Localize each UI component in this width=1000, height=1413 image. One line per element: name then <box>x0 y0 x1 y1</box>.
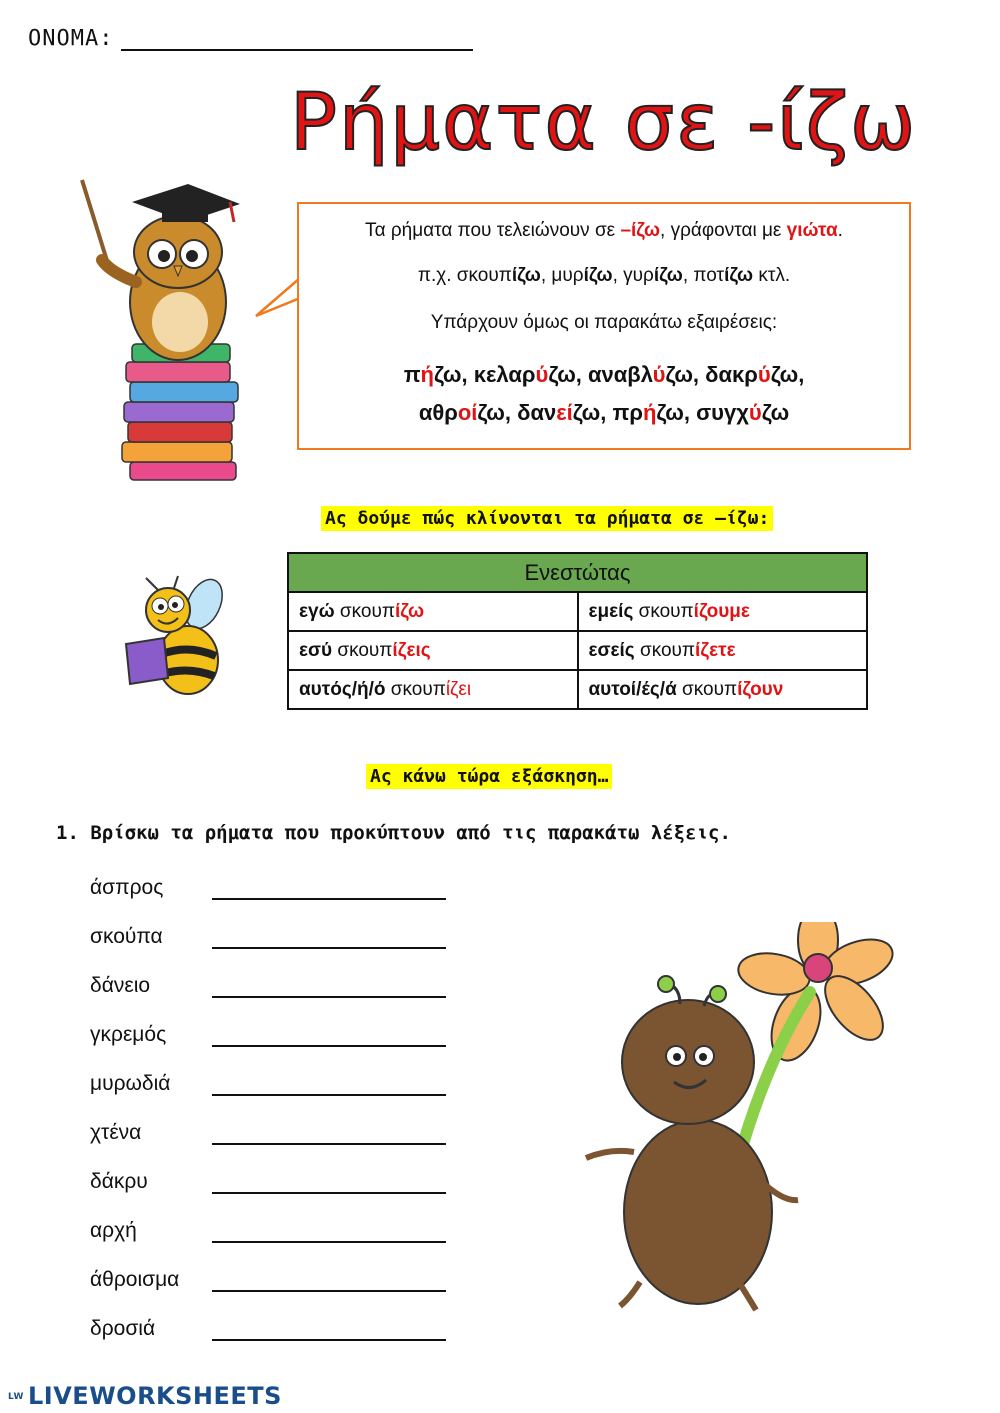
table-row <box>288 631 867 670</box>
rule-letter: γιώτα <box>786 220 838 241</box>
ant-flower-illustration <box>580 922 940 1314</box>
verb-stem: σκουπ <box>676 678 738 700</box>
example-ending: ίζω <box>583 265 613 286</box>
verb-stem: σκουπ <box>332 639 393 661</box>
exception-word: πρ <box>612 400 643 425</box>
pronoun: αυτός/ή/ό <box>299 678 386 700</box>
answer-blank[interactable] <box>212 1288 446 1292</box>
exception-word: αθρ <box>418 400 458 425</box>
exceptions-intro: Υπάρχουν όμως οι παρακάτω εξαιρέσεις: <box>430 312 778 333</box>
table-cell <box>288 592 578 631</box>
answer-blank[interactable] <box>212 1337 446 1341</box>
pronoun: αυτοί/ές/ά <box>588 678 677 700</box>
exercise-title: 1. Βρίσκω τα ρήματα που προκύπτουν από τις παρακάτω λέξεις. <box>56 822 731 844</box>
list-item-word: δάνειο <box>90 974 151 997</box>
rule-ending: –ίζω <box>620 220 661 241</box>
exception-word: ζω, <box>433 362 474 387</box>
verb-ending: ίζουμε <box>693 600 750 622</box>
verb-ending: ίζει <box>445 678 472 700</box>
exception-word: π <box>403 362 421 387</box>
answer-blank[interactable] <box>212 896 446 900</box>
exception-vowel: ή <box>420 362 434 387</box>
table-cell <box>578 631 868 670</box>
exception-word: ζω, <box>665 362 706 387</box>
name-blank[interactable] <box>121 27 473 51</box>
page-title: Ρήματα σε -ίζω <box>290 78 918 168</box>
exception-word: κελαρ <box>473 362 536 387</box>
speech-bubble-tail <box>254 276 302 326</box>
bee-reading-illustration <box>118 574 230 704</box>
answer-blank[interactable] <box>212 1239 446 1243</box>
exception-word: ζω, <box>548 362 589 387</box>
verb-ending: ίζεις <box>392 639 431 661</box>
example-ending: ίζω <box>724 265 754 286</box>
table-cell <box>578 670 868 709</box>
answer-blank[interactable] <box>212 1043 446 1047</box>
exceptions-row-1 <box>299 362 909 388</box>
exception-word: ζω, <box>770 362 805 387</box>
verb-stem: σκουπ <box>633 600 694 622</box>
table-row <box>288 670 867 709</box>
verb-ending: ίζετε <box>695 639 736 661</box>
name-field <box>28 26 473 51</box>
answer-blank[interactable] <box>212 945 446 949</box>
table-cell <box>578 592 868 631</box>
rule-text: . <box>837 220 843 241</box>
list-item-word: σκούπα <box>90 925 163 948</box>
table-row <box>288 592 867 631</box>
list-item-word: δροσιά <box>90 1317 156 1340</box>
conjugation-table <box>287 552 868 710</box>
owl-teacher-illustration <box>70 172 250 490</box>
exception-word: συγχ <box>696 400 749 425</box>
section-heading-practice: Ας κάνω τώρα εξάσκηση… <box>366 764 612 789</box>
answer-blank[interactable] <box>212 1141 446 1145</box>
verb-ending: ίζουν <box>737 678 784 700</box>
verb-ending: ίζω <box>394 600 424 622</box>
rule-text: Τα ρήματα που τελειώνουν σε <box>365 220 621 241</box>
example-text: κτλ. <box>753 265 791 286</box>
list-item-word: δάκρυ <box>90 1170 148 1193</box>
list-item-word: χτένα <box>90 1121 142 1144</box>
exception-word: δακρ <box>705 362 758 387</box>
exception-vowel: οί <box>457 400 478 425</box>
exceptions-row-2 <box>299 400 909 426</box>
example-text: , γυρ <box>612 265 654 286</box>
answer-blank[interactable] <box>212 1092 446 1096</box>
exception-word: ζω <box>761 400 790 425</box>
pronoun: εμείς <box>588 600 634 622</box>
exception-vowel: ή <box>642 400 657 425</box>
logo-mark: LW <box>8 1392 24 1402</box>
section-heading-conjugation: Ας δούμε πώς κλίνονται τα ρήματα σε –ίζω: <box>321 506 773 531</box>
example-line <box>299 265 909 287</box>
example-text: π.χ. σκουπ <box>417 265 512 286</box>
pronoun: εσείς <box>588 639 635 661</box>
exception-word: ζω, <box>656 400 697 425</box>
exception-vowel: ύ <box>748 400 762 425</box>
exception-word: ζω, <box>572 400 613 425</box>
list-item-word: άθροισμα <box>90 1268 180 1291</box>
liveworksheets-logo <box>8 1382 282 1410</box>
exception-word: ζω, <box>477 400 518 425</box>
rule-box <box>297 202 911 450</box>
list-item-word: άσπρος <box>90 876 164 899</box>
exception-vowel: ύ <box>757 362 771 387</box>
exception-vowel: εί <box>556 400 573 425</box>
table-cell <box>288 631 578 670</box>
exception-word: δαν <box>517 400 557 425</box>
table-cell <box>288 670 578 709</box>
answer-blank[interactable] <box>212 994 446 998</box>
logo-text: LIVEWORKSHEETS <box>28 1382 282 1410</box>
pronoun: εγώ <box>299 600 335 622</box>
pronoun: εσύ <box>299 639 333 661</box>
rule-line <box>299 220 909 242</box>
rule-text: , γράφονται με <box>660 220 787 241</box>
exception-vowel: ύ <box>652 362 666 387</box>
name-label: ΟΝΟΜΑ: <box>28 26 114 51</box>
example-text: , ποτ <box>682 265 725 286</box>
exception-word: αναβλ <box>588 362 653 387</box>
exception-vowel: ύ <box>535 362 549 387</box>
example-ending: ίζω <box>653 265 683 286</box>
example-text: , μυρ <box>540 265 584 286</box>
verb-stem: σκουπ <box>634 639 696 661</box>
list-item-word: αρχή <box>90 1219 137 1242</box>
list-item-word: μυρωδιά <box>90 1072 171 1095</box>
answer-blank[interactable] <box>212 1190 446 1194</box>
table-header-tense: Ενεστώτας <box>288 553 867 592</box>
list-item-word: γκρεμός <box>90 1023 167 1046</box>
verb-stem: σκουπ <box>334 600 395 622</box>
verb-stem: σκουπ <box>385 678 446 700</box>
example-ending: ίζω <box>511 265 541 286</box>
